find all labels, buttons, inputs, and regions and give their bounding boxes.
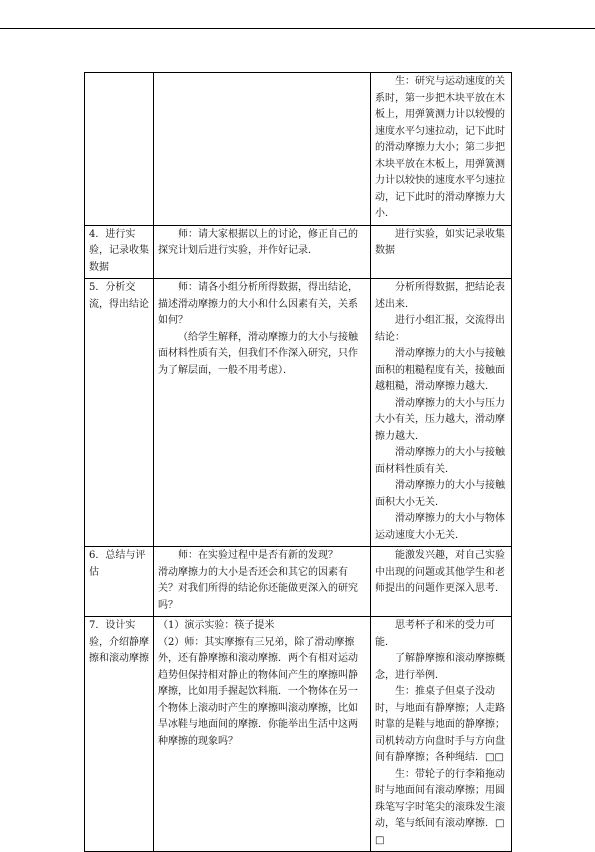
student-text: 进行小组汇报，交流得出结论： [375,315,505,343]
step-cell: 7．设计实验，介绍静摩擦和滚动摩擦 [85,617,154,852]
table-row [85,73,512,226]
teacher-text: （2）师：其实摩擦有三兄弟，除了滑动摩擦外，还有静摩擦和滚动摩擦．两个有相对运动趋势但保持相对静止的物体间产生的摩擦叫静摩擦，比如用手握起饮料瓶．一个物体在另一个物体上滚动时产生的摩擦叫滚动摩擦，比如旱冰鞋与地面间的摩擦．你能举出生活中这两种摩擦的现象吗？ [158,636,358,747]
step-cell: 4．进行实验，记录收集数据 [85,225,154,279]
teacher-text: 师：请大家根据以上的讨论，修正自己的探究计划后进行实验，并作好记录． [158,228,358,256]
student-text: 进行实验，如实记录收集数据 [375,228,505,256]
teacher-text: （1）演示实验：筷子提米 [158,620,275,631]
teacher-text: 滑动摩擦力的大小是否还会和其它的因素有关？对我们所得的结论你还能做更深入的研究吗？ [158,566,358,611]
step-cell: 6．总结与评估 [85,547,154,617]
table-row [85,617,512,852]
teacher-cell [154,617,371,852]
student-cell [371,73,512,226]
student-text: 生：推桌子但桌子没动时，与地面有静摩擦；人走路时靠的是鞋与地面的静摩擦；司机转动方向盘时手与方向盘间有静摩擦；各种绳结．□□ [375,686,505,763]
table-row [85,225,512,279]
table-row [85,279,512,547]
student-cell [371,547,512,617]
lesson-table [84,72,512,852]
student-text: 滑动摩擦力的大小与接触面材料性质有关． [375,447,505,475]
student-text: 生：研究与运动速度的关系时，第一步把木块平放在木板上，用弹簧测力计以较慢的速度水平匀速拉动，记下此时的滑动摩擦力大小；第二步把木块平放在木板上，用弹簧测力计以较快的速度水平匀速拉动，记下此时的滑动摩擦力大小． [375,76,505,219]
student-cell [371,225,512,279]
teacher-cell [154,73,371,226]
table-row [85,547,512,617]
teacher-text: 师：在实验过程中是否有新的发现？ [178,550,338,561]
teacher-cell [154,547,371,617]
teacher-cell [154,279,371,547]
teacher-text: 师：请各小组分析所得数据，得出结论，描述滑动摩擦力的大小和什么因素有关，关系如何？ [158,282,358,326]
student-text: 了解静摩擦和滚动摩擦概念，进行举例． [375,653,505,681]
student-text: 滑动摩擦力的大小与接触面积大小无关． [375,480,505,508]
step-cell [85,73,154,226]
student-cell [371,617,512,852]
student-text: 分析所得数据，把结论表述出来． [375,282,505,310]
teacher-text: （给学生解释，滑动摩擦力的大小与接触面材料性质有关，但我们不作深入研究，只作为了解层面，一般不用考虑）． [158,331,358,376]
teacher-cell [154,225,371,279]
student-text: 生：带轮子的行李箱拖动时与地面间有滚动摩擦；用圆珠笔写字时笔尖的滚珠发生滚动，笔与纸间有滚动摩擦．□□ [375,768,505,846]
student-text: 能激发兴趣，对自己实验中出现的问题或其他学生和老师提出的问题作更深入思考． [375,550,505,594]
student-text: 滑动摩擦力的大小与接触面积的粗糙程度有关，接触面越粗糙，滑动摩擦力越大． [375,348,505,392]
student-cell [371,279,512,547]
step-cell: 5．分析交流，得出结论 [85,279,154,547]
student-text: 滑动摩擦力的大小与压力大小有关，压力越大，滑动摩擦力越大． [375,397,505,442]
student-text: 滑动摩擦力的大小与物体运动速度大小无关． [375,513,505,541]
student-text: 思考杯子和米的受力可能． [375,620,495,648]
header-rule [0,28,595,29]
